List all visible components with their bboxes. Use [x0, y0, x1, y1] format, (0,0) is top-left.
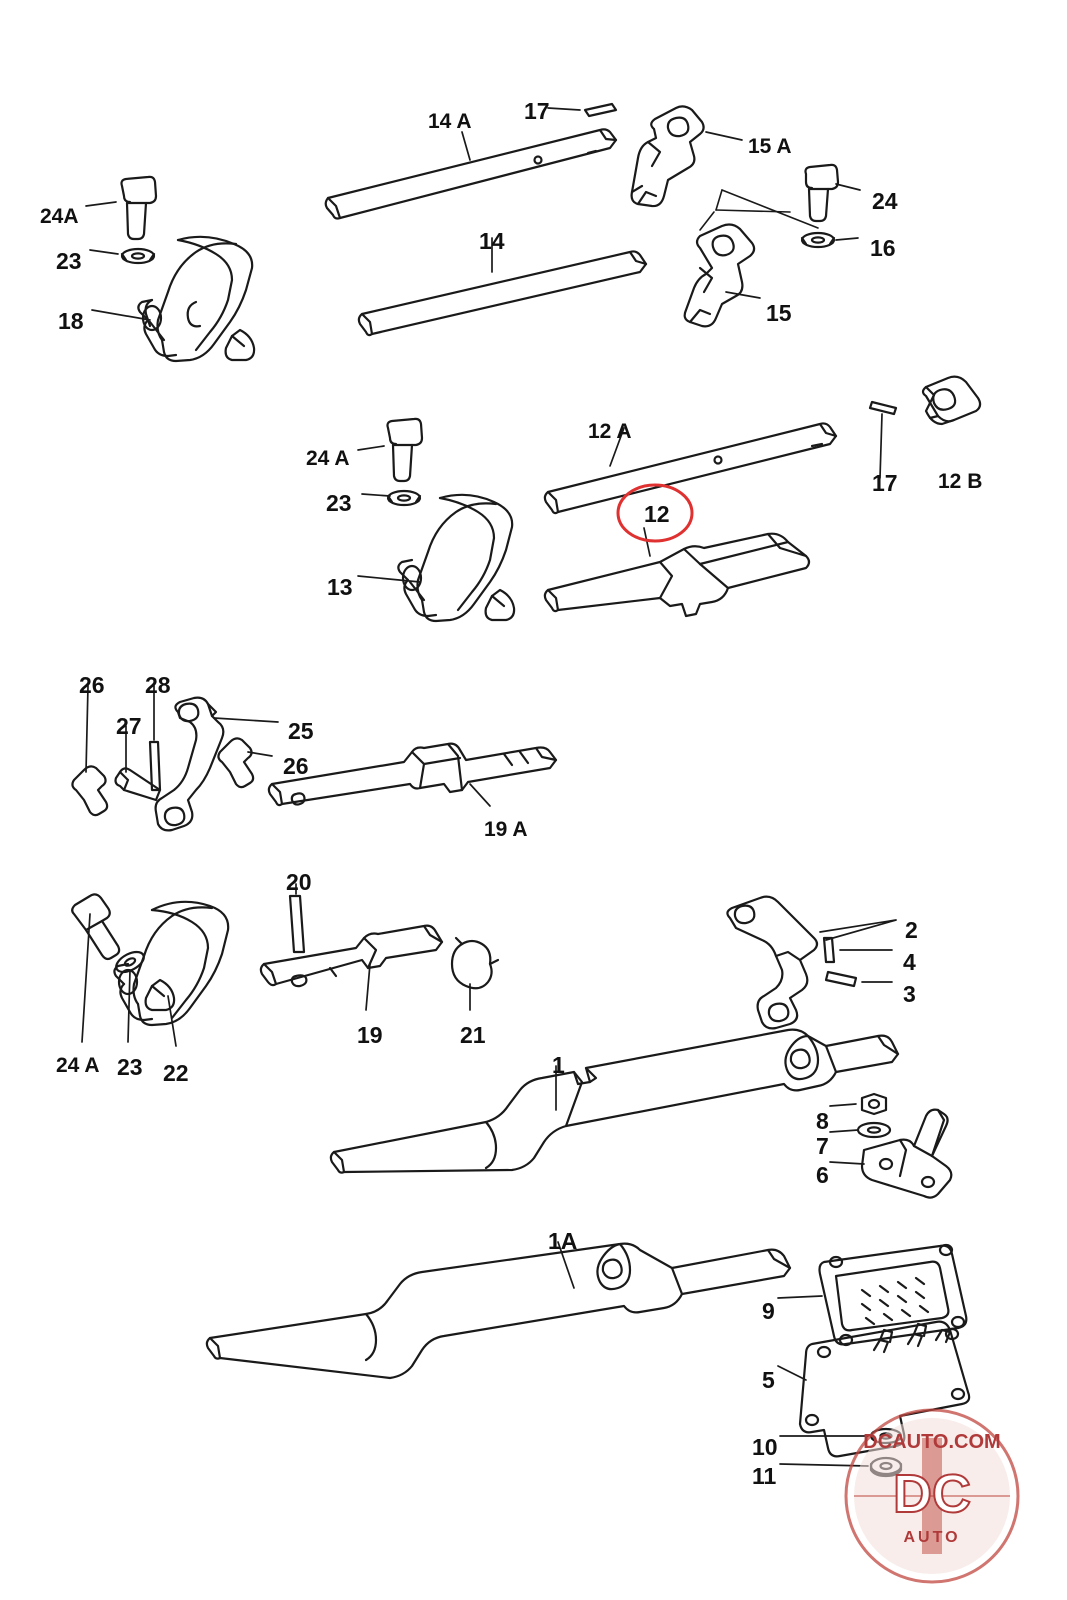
part-25-shift-lever: [156, 698, 224, 831]
part-26-bolt-right: [218, 738, 253, 787]
callout-28: 28: [145, 672, 171, 698]
callout-20: 20: [286, 869, 312, 895]
callout-5: 5: [762, 1367, 775, 1393]
callout-11: 11: [752, 1463, 777, 1489]
callout-12: 12: [644, 501, 670, 527]
part-1A-shift-rod: [207, 1244, 790, 1378]
callout-24a: 24 A: [56, 1054, 100, 1077]
watermark-domain: DCAUTO.COM: [863, 1431, 1001, 1453]
part-12B-clamp: [923, 377, 980, 424]
callout-15a: 15 A: [748, 135, 792, 158]
callout-27: 27: [116, 713, 142, 739]
dcauto-watermark: [814, 1386, 1049, 1586]
part-17-pin-mid: [870, 402, 896, 414]
callout-1: 1: [552, 1052, 565, 1078]
callout-2: 2: [905, 917, 918, 943]
part-27-pin: [116, 768, 161, 800]
callout-19a: 19 A: [484, 818, 528, 841]
callout-26: 26: [79, 672, 105, 698]
part-24A-bolt-mid: [388, 419, 423, 481]
callout-1a: 1A: [548, 1228, 578, 1254]
callout-22: 22: [163, 1060, 189, 1086]
callout-24: 24: [872, 188, 898, 214]
part-8-nut: [862, 1094, 886, 1114]
callout-26: 26: [283, 753, 309, 779]
part-24-bolt: [806, 165, 839, 221]
callout-25: 25: [288, 718, 314, 744]
part-23-washer-mid: [388, 491, 420, 505]
callout-24a: 24 A: [306, 447, 350, 470]
part-21-circlip: [452, 938, 498, 988]
part-15-shift-lever: [685, 225, 754, 327]
callout-21: 21: [460, 1022, 486, 1048]
part-12-shift-rod: [545, 534, 809, 616]
part-15A-shift-lever: [632, 106, 704, 206]
callout-12b: 12 B: [938, 470, 983, 493]
callout-16: 16: [870, 235, 896, 261]
callout-23: 23: [117, 1054, 143, 1080]
part-14A-shift-rod: [326, 129, 616, 218]
part-28-pin: [150, 742, 160, 790]
part-18-shift-fork: [138, 237, 254, 361]
callout-14a: 14 A: [428, 110, 472, 133]
part-17-pin-top: [585, 104, 616, 116]
part-16-washer: [802, 233, 834, 247]
part-24A-bolt-top: [122, 177, 157, 239]
callout-23: 23: [326, 490, 352, 516]
part-26-bolt-left: [72, 766, 107, 815]
part-24A-bolt-bottom: [72, 894, 119, 959]
part-14-shift-rod: [359, 251, 646, 335]
part-20-pin: [290, 896, 304, 952]
callout-17: 17: [872, 470, 898, 496]
part-1-shift-rod: [331, 1030, 898, 1173]
part-2-shift-lever: [727, 897, 817, 1029]
watermark-letters: DC: [893, 1464, 971, 1524]
callout-23: 23: [56, 248, 82, 274]
part-4-pin: [824, 938, 834, 962]
part-19A-shift-rod: [269, 744, 556, 806]
callout-13: 13: [327, 574, 353, 600]
callout-18: 18: [58, 308, 84, 334]
callout-12a: 12 A: [588, 420, 632, 443]
callout-6: 6: [816, 1162, 829, 1188]
callout-17: 17: [524, 98, 550, 124]
callout-10: 10: [752, 1434, 778, 1460]
callout-4: 4: [903, 949, 916, 975]
part-3-pin: [826, 972, 856, 986]
callout-24a: 24A: [40, 205, 79, 228]
callout-15: 15: [766, 300, 792, 326]
callout-7: 7: [816, 1133, 829, 1159]
part-23-washer-top: [122, 249, 154, 263]
part-19-shift-rod: [261, 926, 442, 987]
part-13-shift-fork: [398, 495, 514, 621]
callout-14: 14: [479, 228, 505, 254]
watermark-sub: AUTO: [903, 1529, 961, 1546]
callout-8: 8: [816, 1108, 829, 1134]
part-7-washer: [858, 1123, 890, 1137]
callout-3: 3: [903, 981, 916, 1007]
callout-9: 9: [762, 1298, 775, 1324]
callout-19: 19: [357, 1022, 383, 1048]
